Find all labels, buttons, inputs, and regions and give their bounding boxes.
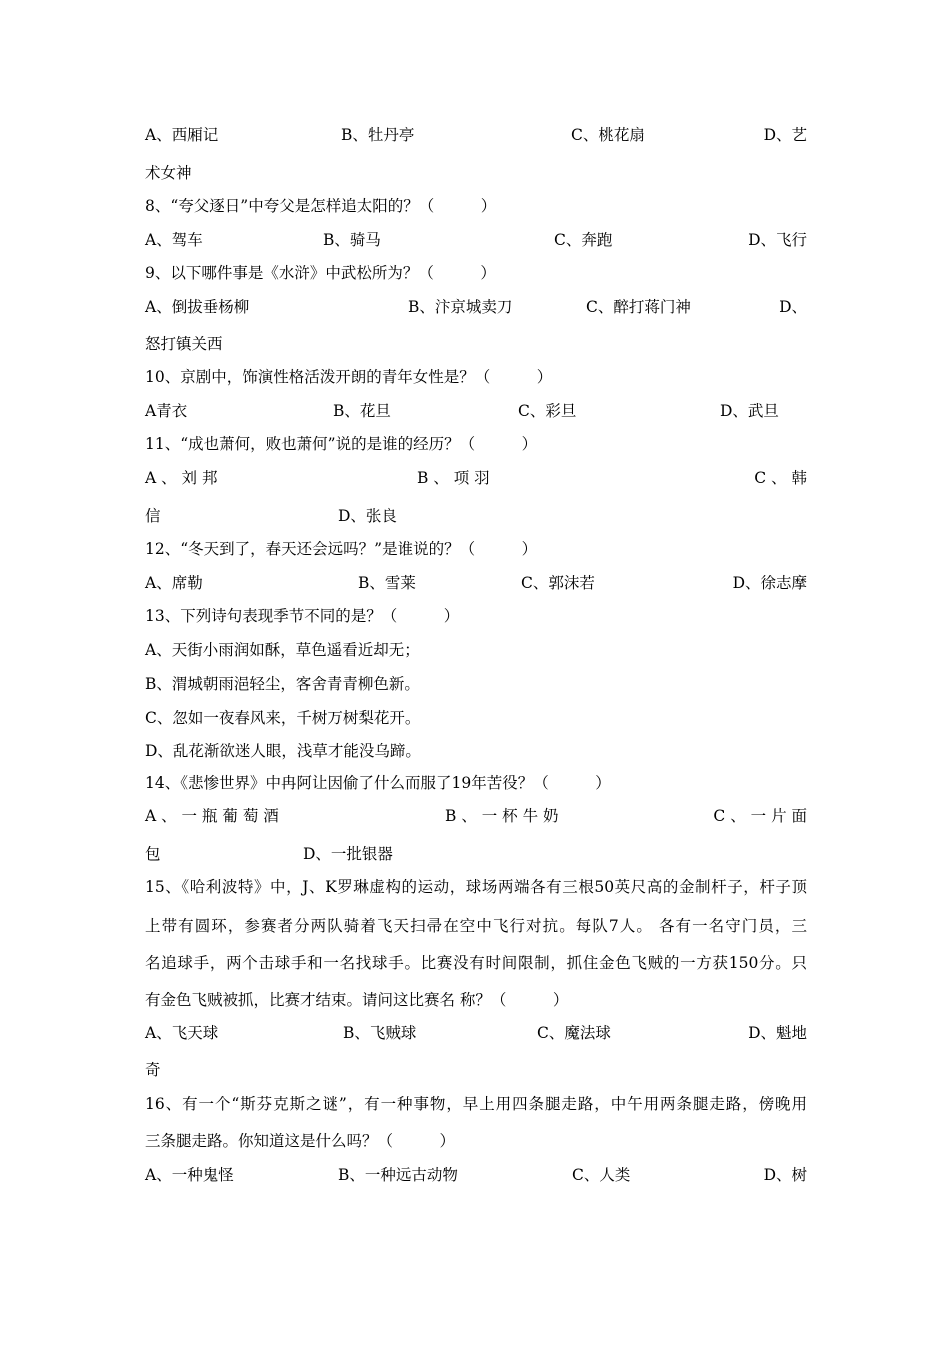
q16-option-b: B、一种远古动物 [338,1166,458,1184]
q9-question: 9、以下哪件事是《水浒》中武松所为？（ ） [145,264,496,282]
q9-option-c: C、醉打蒋门神 [586,298,691,316]
q16-option-a: A、一种鬼怪 [145,1166,234,1184]
q14-option-c: C 、 一 片 面 [713,807,807,825]
q16-option-c: C、人类 [572,1166,631,1184]
q14-question: 14、《悲惨世界》中冉阿让因偷了什么而服了19年苦役？（ ） [145,774,611,792]
q13-option-a: A、天街小雨润如酥，草色遥看近却无； [145,641,420,659]
q14-option-a: A 、 一 瓶 葡 萄 酒 [145,807,279,825]
q16-question-line-1: 16、有一个“斯芬克斯之谜”，有一种事物，早上用四条腿走路，中午用两条腿走路，傍晚用 [145,1095,807,1113]
q9-option-d-wrap: 怒打镇关西 [145,335,223,353]
q15-option-d: D、魁地 [748,1024,807,1042]
q13-option-c: C、忽如一夜春风来，千树万树梨花开。 [145,709,421,727]
q13-option-d: D、乱花渐欲迷人眼，浅草才能没乌蹄。 [145,742,421,760]
q10-option-b: B、花旦 [333,402,391,420]
q16-question-line-2: 三条腿走路。你知道这是什么吗？（ ） [145,1132,456,1150]
q14-option-c-wrap: 包 [145,845,161,863]
q11-option-c-wrap: 信 [145,507,161,525]
q7-options [145,123,807,147]
q10-option-d: D、武旦 [720,402,779,420]
q7-option-d-wrap: 术女神 [145,164,192,182]
q8-option-a: A、驾车 [145,231,203,249]
q9-options [145,295,807,319]
q12-option-c: C、郭沫若 [521,574,595,592]
q12-option-b: B、雪莱 [358,574,416,592]
q9-option-b: B、汴京城卖刀 [408,298,513,316]
q14-option-d: D、一批银器 [303,845,393,863]
q8-question: 8、“夸父逐日”中夸父是怎样追太阳的？（ ） [145,197,497,215]
q11-question: 11、“成也萧何，败也萧何”说的是谁的经历？（ ） [145,435,538,453]
q9-option-a: A、倒拔垂杨柳 [145,298,250,316]
q7-option-c: C、桃花扇 [571,126,645,144]
q12-question: 12、“冬天到了，春天还会远吗？”是谁说的？（ ） [145,540,538,558]
q11-option-d: D、张良 [338,507,397,525]
q15-question-line-1: 15、《哈利波特》中，J、K罗琳虚构的运动，球场两端各有三根50英尺高的金制杆子，杆子顶 [145,878,807,896]
q11-option-b: B 、 项 羽 [417,469,490,487]
q9-option-d: D、 [779,298,807,316]
q12-option-a: A、席勒 [145,574,203,592]
q11-option-c: C 、 韩 [754,469,807,487]
q15-option-b: B、飞贼球 [343,1024,417,1042]
q7-option-d: D、艺 [763,126,807,144]
q13-option-b: B、渭城朝雨浥轻尘，客舍青青柳色新。 [145,675,420,693]
q7-option-b: B、牡丹亭 [341,126,415,144]
q10-question: 10、京剧中，饰演性格活泼开朗的青年女性是？（ ） [145,368,553,386]
q8-option-c: C、奔跑 [554,231,613,249]
q11-option-a: A 、 刘 邦 [145,469,218,487]
q13-question: 13、下列诗句表现季节不同的是？（ ） [145,607,460,625]
q14-options [145,804,807,828]
q8-option-b: B、骑马 [323,231,381,249]
q15-option-a: A、飞天球 [145,1024,219,1042]
q15-option-c: C、魔法球 [537,1024,611,1042]
q10-option-a: A青衣 [145,402,188,420]
q15-option-d-wrap: 奇 [145,1061,161,1079]
q16-option-d: D、树 [763,1166,807,1184]
q8-options [145,228,807,252]
q14-wrap-line [145,842,807,866]
q10-option-c: C、彩旦 [518,402,577,420]
q15-question-line-3: 名追球手，两个击球手和一名找球手。比赛没有时间限制，抓住金色飞贼的一方获150分。只 [145,954,807,972]
q15-options [145,1021,807,1045]
q8-option-d: D、飞行 [748,231,807,249]
q12-option-d: D、徐志摩 [732,574,807,592]
q11-wrap-line [145,504,807,528]
q10-options [145,399,807,423]
q15-question-line-2: 上带有圆环，参赛者分两队骑着飞天扫帚在空中飞行对抗。每队7人。 各有一名守门员，三 [145,917,807,935]
q15-question-line-4: 有金色飞贼被抓，比赛才结束。请问这比赛名 称？（ ） [145,991,569,1009]
q11-options [145,466,807,490]
q7-option-a: A、西厢记 [145,126,219,144]
q12-options [145,571,807,595]
q14-option-b: B 、 一 杯 牛 奶 [445,807,559,825]
q16-options [145,1163,807,1187]
